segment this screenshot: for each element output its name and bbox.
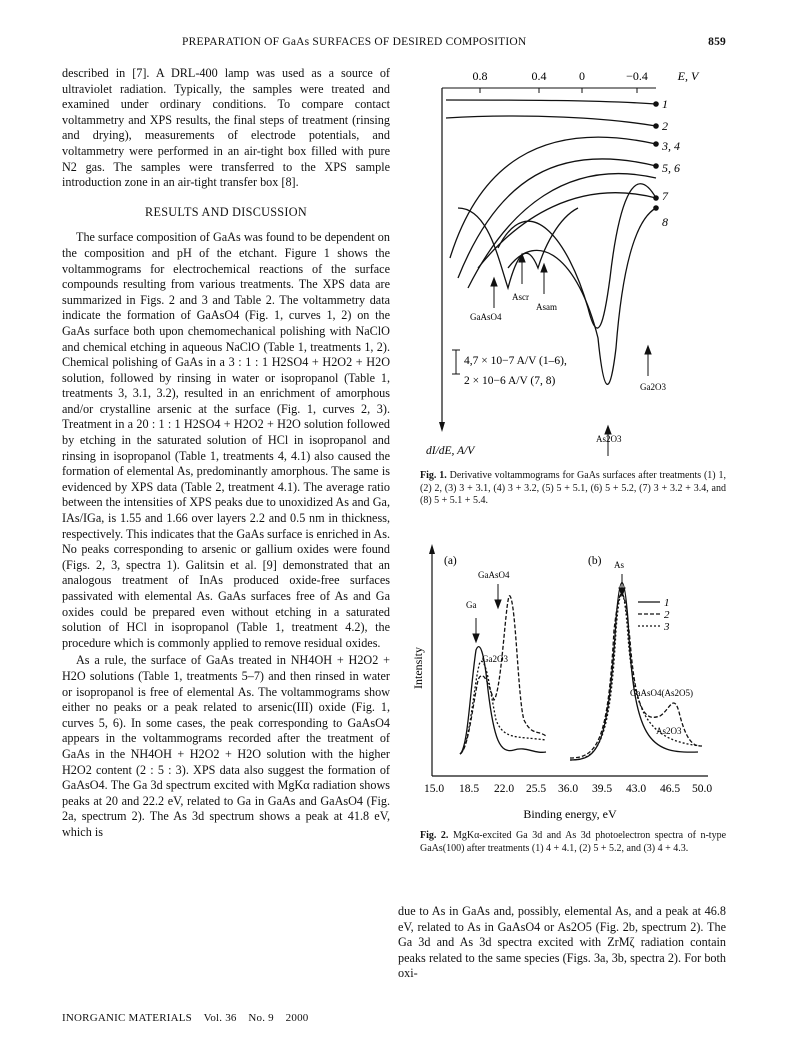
page-number: 859 [708,36,726,48]
figure-1-voltammograms [398,58,728,458]
footer-year: 2000 [285,1012,309,1024]
scale-label-2: 2 × 10−6 A/V (7, 8) [464,375,556,387]
running-header [62,36,726,52]
e-tick-0: 0 [579,69,585,83]
figure-1-caption-label: Fig. 1. [420,470,447,481]
running-title: PREPARATION OF GaAs SURFACES OF DESIRED COMPOSITION [182,36,527,48]
y-axis-arrow [439,422,445,432]
y-axis [426,88,476,457]
legend-3: 3 [664,621,670,633]
x-tick-15.0: 15.0 [423,783,445,795]
curve-label-8: 8 [662,215,668,229]
panel-a-label: (a) [444,555,457,567]
figure-2-caption-text: MgKα-excited Ga 3d and As 3d photoelectron spectra of n-type GaAs(100) after treatments (1) 4 + 4.1, (2) 5 + 5.2, and (3) 4 + 4.3. [420,830,727,854]
curve-label-3-4: 3, 4 [662,139,680,153]
curve-label-5-6: 5, 6 [662,161,680,175]
peak-label-ga: Ga [466,600,477,610]
legend-1: 1 [664,597,670,609]
curve-labels [661,97,680,229]
figure-1-caption-text: Derivative voltammograms for GaAs surfaces after treatments (1) 1, (2) 2, (3) 3 + 3.1, (4) 3 + 3.2, (5) 5 + 5.1, (6) 5 + 5.2, (7) 3 + 3.2 + 3.4, and (8) 5 + 5.1 + 5.4. [420,470,726,507]
peak-labels [470,292,666,444]
peak-label-as-am: Asam [536,302,557,312]
right-column-text [398,904,726,982]
scale-bar [452,350,567,387]
figure-2-caption-label: Fig. 2. [420,830,449,841]
figure-2-xps-spectra [398,540,728,830]
x-tick-25.5: 25.5 [525,783,547,795]
peak-label-as2o3: As2O3 [596,434,622,444]
y-axis-label: dI/dE, A/V [426,445,475,457]
fig2-panel-a-spectra [460,596,546,754]
fig2-legend [638,597,670,633]
x-tick-36.0: 36.0 [557,783,579,795]
peak-label-ga2o3: Ga2O3 [640,382,666,392]
figure-1-caption [420,470,726,508]
legend-2: 2 [664,609,670,621]
x-tick-39.5: 39.5 [591,783,613,795]
fig2-peak-labels [466,560,693,736]
curve-label-2: 2 [662,119,668,133]
e-axis [442,69,700,93]
panel-b-label: (b) [588,555,602,567]
x-tick-18.5: 18.5 [458,783,480,795]
paragraph-continuation: due to As in GaAs and, possibly, elemental As, and a peak at 46.8 eV, related to As in GaAsO4 or As2O5 (Fig. 2b, spectrum 2). The Ga 3d and As 3d spectra excited with ZrMζ radiation contain peaks related to the same species (Figs. 3a, 3b, spectra 2). For both oxi- [398,904,726,981]
fig2-y-axis-label: Intensity [411,647,425,689]
paragraph-results-2: As a rule, the surface of GaAs treated in NH4OH + H2O2 + H2O solutions (Table 1, treatments 5–7) and then rinsed in water or isopropanol is free of elemental As. The voltammograms show either no peaks or a peak related to arsenic(III) oxide (Fig. 1, curves 5, 6). In some cases, the peak corresponding to GaAsO4 appears in the voltammograms recorded after the treatment of GaAs in the NH4OH + H2O2 + H2O solution with the higher H2O2 content (2 : 5 : 3). XPS data also suggest the formation of GaAsO4. The Ga 3d spectrum excited with MgKα radiation shows peaks at 20 and 22.2 eV, related to Ga in GaAs and GaAsO4 (Fig. 2a, spectrum 2). The As 3d spectrum shows a peak at 41.8 eV, which is [62,653,390,839]
curve-5 [468,174,656,288]
fig2-x-ticks [424,783,712,795]
peak-label-gaaso4: GaAsO4 [470,312,502,322]
figure-2-caption [420,830,726,855]
spectrum-b-2 [570,594,702,758]
left-column [62,66,390,841]
curve-label-1: 1 [662,97,668,111]
peak-label-as2o3: As2O3 [656,726,682,736]
fig2-panel-b-spectra [570,583,702,761]
x-tick-22.0: 22.0 [493,783,515,795]
fig2-x-axis-label: Binding energy, eV [523,807,617,821]
journal-footer [62,1012,308,1024]
curve-4 [458,159,656,278]
x-tick-43.0: 43.0 [625,783,647,795]
e-tick-0.4: 0.4 [531,69,547,83]
curve-1 [446,100,656,104]
curve-3 [450,137,656,258]
paragraph-methods: described in [7]. A DRL-400 lamp was used as a source of ultraviolet radiation. Typically, the samples were treated and examined under ordinary conditions. To compare contact voltammetry and XPS results, the final steps of treatment (rinsing and drying), measurements of electrode potentials, and voltammetry were performed in an air-tight box filled with pure N2 gas. The samples were transferred to the XPS sample introduction zone in an air-tight transfer box [8]. [62,66,390,190]
peak-label-ga2o3: Ga2O3 [482,654,508,664]
section-heading: RESULTS AND DISCUSSION [145,204,307,219]
footer-volume: Vol. 36 [203,1012,237,1024]
x-tick-50.0: 50.0 [691,783,713,795]
curve-peaks-as [458,208,578,288]
peak-label-gaaso4-a: GaAsO4 [478,570,510,580]
peak-label-as-cr: Ascr [512,292,529,302]
x-tick-46.5: 46.5 [659,783,681,795]
fig2-peak-arrows [473,574,625,642]
peak-label-as: As [614,560,625,570]
e-axis-label: E, V [677,69,699,83]
curve-2 [446,116,656,126]
paragraph-results-1: The surface composition of GaAs was found to be dependent on the composition and pH of the etchant. Figure 1 shows the voltammograms for electrochemical reactions of the surface compounds resulting from various treatments. The XPS data are summarized in Figs. 2 and 3 and Table 2. The voltammetry data indicate the formation of GaAsO4 (Fig. 1, curves 1, 2) on the GaAs surface both upon chemomechanical polishing with NaClO and chemical etching in aqueous NaClO (Table 1, treatments 1, 2). Chemical polishing of GaAs in a 3 : 1 : 1 H2SO4 + H2O2 + H2O solution, followed by rinsing in water or isopropanol (Table 1, treatments 3, 3.1, 3.2), resulted in an enrichment of amorphous and/or crystalline arsenic at the surface (Fig. 1, curves 2, 3). Treatment in a 20 : 1 : 1 H2SO4 + H2O2 + H2O solution followed by etching in the saturated solution of HCl in isopropanol and rinsing in isopropanol (Table 1, treatments 4, 4.1) also caused the formation of elemental As, predominantly amorphous. The same is evidenced by XPS data (Table 2, treatment 4.1). The average ratio between the intensities of XPS peaks due to unoxidized As and Ga, IAs/IGa, is 1.55 and 1.66 over layers 2.2 and 0.5 nm in thickness, respectively. This indicates that the GaAs surface is enriched in As. No peaks corresponding to arsenic or gallium oxides were found (Figs. 2, 3, spectra 1). Galitsin et al. [9] demonstrated that an analogous treatment of InAs produced oxide-free surfaces passivated with elemental As. GaAs surfaces free of As and Ga oxides could be prepared even without etching in a saturated solution of HCl in isopropanol (Table 1, treatment 4.2), the procedure which is commonly applied to remove residual oxides. [62,230,390,650]
footer-number: No. 9 [248,1012,274,1024]
peak-label-gaaso4-as2o5: GaAsO4(As2O5) [630,688,693,698]
e-tick-minus-0.4: −0.4 [626,69,648,83]
e-tick-0.8: 0.8 [472,69,488,83]
curve-label-7: 7 [662,189,668,203]
footer-journal: INORGANIC MATERIALS [62,1012,192,1024]
voltammogram-curves [446,100,656,384]
fig2-axes [411,544,708,821]
scale-label-1: 4,7 × 10−7 A/V (1–6), [464,355,567,367]
